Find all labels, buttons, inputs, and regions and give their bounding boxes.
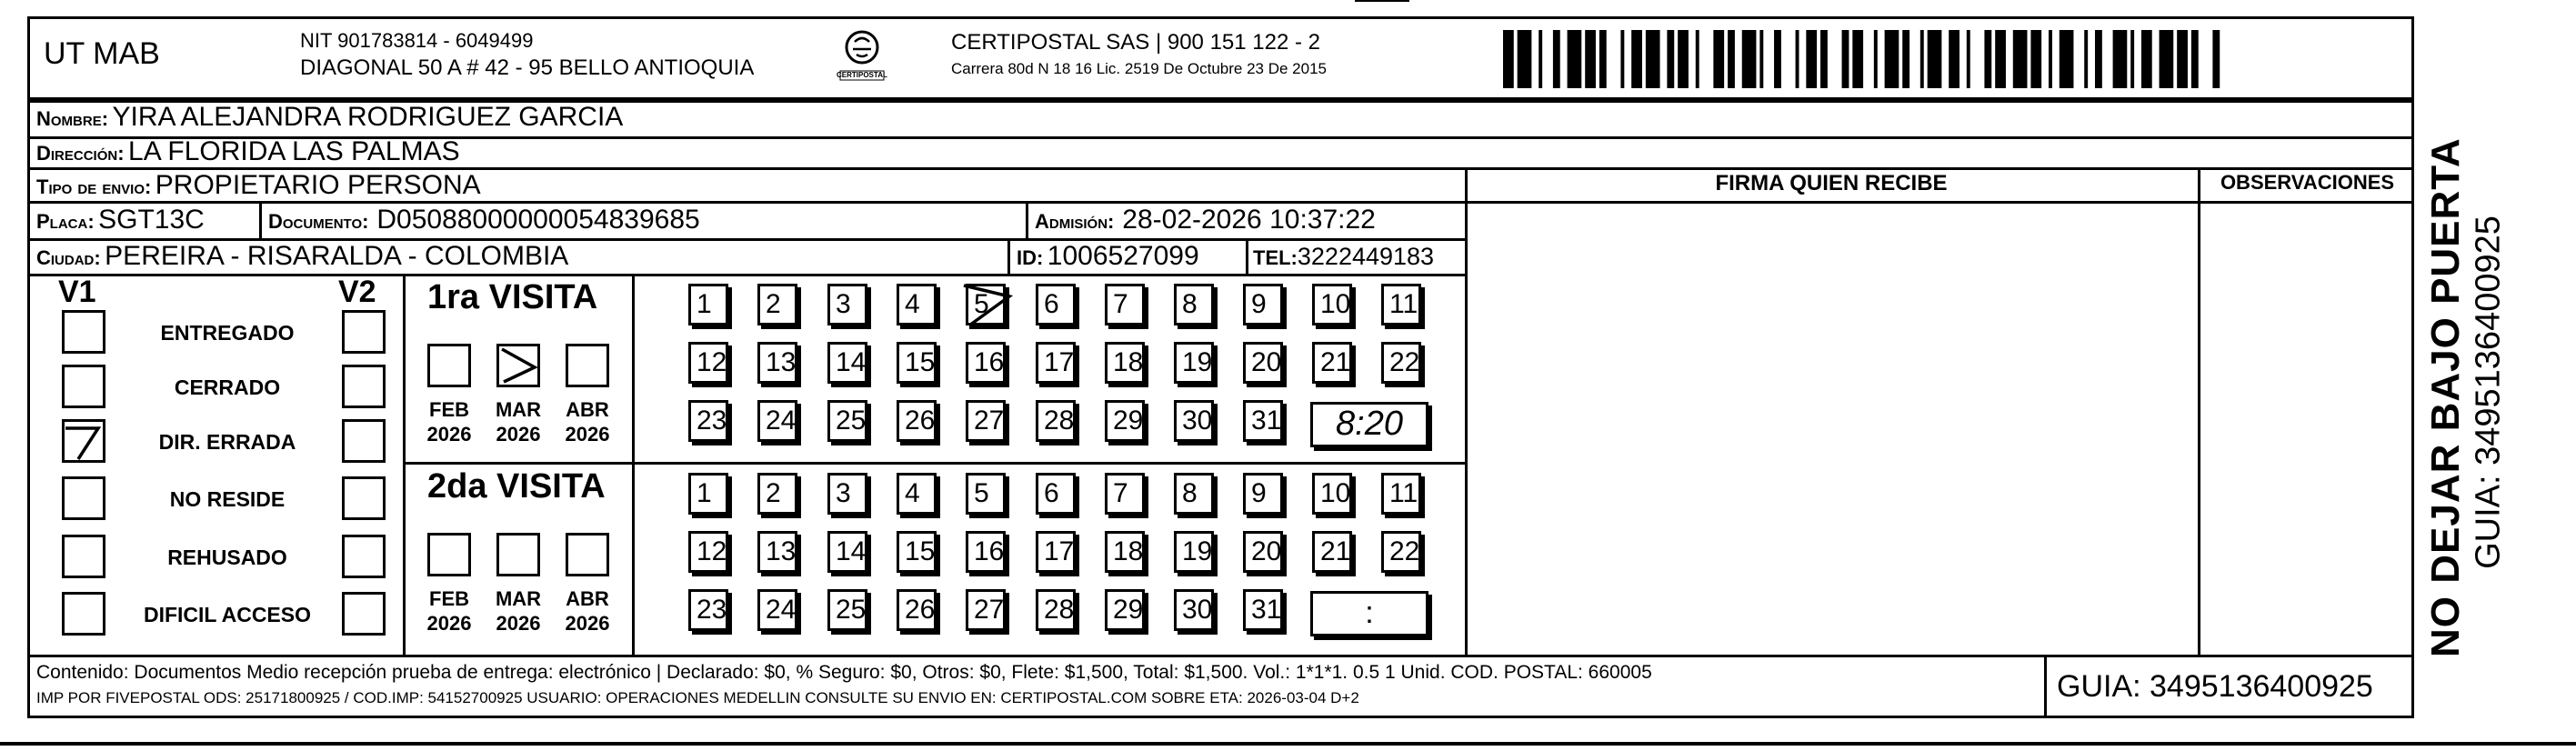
day-box[interactable]: 1: [688, 473, 728, 515]
day-box[interactable]: 26: [897, 400, 937, 442]
name-label: Nombre:: [36, 107, 109, 130]
address-label: Dirección:: [36, 142, 125, 165]
day-box[interactable]: 3: [827, 473, 867, 515]
barcode-bar: [1728, 30, 1735, 88]
id-value: 1006527099: [1047, 241, 1199, 271]
day-box[interactable]: 31: [1243, 589, 1283, 631]
barcode-bar: [2130, 30, 2134, 88]
v2-checkbox[interactable]: [342, 476, 386, 520]
day-box[interactable]: 23: [688, 400, 728, 442]
barcode-bar: [2095, 30, 2102, 88]
day-box[interactable]: 29: [1105, 589, 1145, 631]
barcode-bar: [1742, 30, 1757, 88]
tel-row: [1253, 238, 1434, 274]
day-box[interactable]: 9: [1243, 284, 1283, 325]
status-label: CERRADO: [174, 376, 281, 399]
barcode-bar: [1796, 30, 1799, 88]
day-box[interactable]: 17: [1036, 531, 1076, 573]
month-checkbox[interactable]: [496, 533, 540, 576]
barcode-bar: [1774, 30, 1781, 88]
status-label: DIR. ERRADA: [158, 430, 296, 454]
barcode-bar: [1568, 30, 1582, 88]
v2-checkbox[interactable]: [342, 365, 386, 408]
v1-checkbox[interactable]: [62, 592, 105, 636]
month-year: 2026: [565, 423, 610, 446]
month-year: 2026: [496, 423, 541, 446]
day-box[interactable]: 28: [1036, 400, 1076, 442]
admission-row: [1035, 202, 1376, 238]
recipient-name: YIRA ALEJANDRA RODRIGUEZ GARCIA: [112, 102, 624, 132]
month-label: [486, 397, 550, 446]
barcode-bar: [1553, 30, 1560, 88]
month-label: [417, 397, 481, 446]
time-box[interactable]: 8:20: [1310, 402, 1428, 447]
content-line: Contenido: Documentos Medio recepción prueba de entrega: electrónico | Declarado: $0, % Seguro: $0, Otros: $0, Flete: $1,500, Total: $1,500. Vol.: 1*1*1. 0.5 1 Unid. COD. POSTAL: 660005: [36, 662, 1652, 683]
tel-label: TEL:: [1253, 246, 1298, 269]
day-box[interactable]: 12: [688, 531, 728, 573]
barcode-bar: [1503, 30, 1514, 88]
month-label: [486, 586, 550, 636]
barcode-bar: [2191, 30, 2199, 88]
logo-text: CERTIPOSTAL: [837, 71, 887, 79]
id-label: ID:: [1017, 246, 1044, 269]
barcode-bar: [1759, 30, 1763, 88]
bottom-rule: [0, 742, 2576, 746]
day-box[interactable]: 6: [1036, 473, 1076, 515]
month-name: ABR: [566, 587, 609, 610]
status-label: DIFICIL ACCESO: [143, 603, 311, 626]
month-checkbox[interactable]: [496, 344, 540, 387]
admission-label: Admisión:: [1035, 210, 1115, 233]
day-box[interactable]: 25: [827, 400, 867, 442]
barcode-bar: [2084, 30, 2088, 88]
document-row: [268, 202, 700, 238]
carrier-name: CERTIPOSTAL SAS | 900 151 122 - 2: [951, 30, 1320, 55]
barcode-bar: [1620, 30, 1624, 88]
barcode-bar: [1967, 30, 1970, 88]
v1-checkbox[interactable]: [62, 476, 105, 520]
day-box[interactable]: 15: [897, 531, 937, 573]
signature-label: FIRMA QUIEN RECIBE: [1715, 171, 1948, 195]
barcode-bar: [1984, 30, 1991, 88]
month-name: FEB: [429, 398, 469, 421]
day-box[interactable]: 17: [1036, 342, 1076, 384]
day-box[interactable]: 7: [1105, 473, 1145, 515]
month-checkbox[interactable]: [427, 344, 471, 387]
day-box[interactable]: 4: [897, 473, 937, 515]
sender-name: UT MAB: [44, 36, 160, 71]
day-box[interactable]: 23: [688, 589, 728, 631]
barcode-bar: [1713, 30, 1724, 88]
barcode-bar: [2049, 30, 2052, 88]
day-box[interactable]: 16: [966, 342, 1006, 384]
visit-title: 2da VISITA: [427, 467, 606, 506]
city-value: PEREIRA - RISARALDA - COLOMBIA: [105, 241, 569, 271]
month-label: [556, 397, 619, 446]
address-row: [36, 135, 460, 167]
day-box[interactable]: 1: [688, 284, 728, 325]
month-year: 2026: [496, 612, 541, 635]
day-box[interactable]: 22: [1381, 531, 1421, 573]
side-guia: GUIA: 3495136400925: [2469, 215, 2508, 569]
day-box[interactable]: 13: [757, 531, 797, 573]
day-box[interactable]: 3: [827, 284, 867, 325]
day-box[interactable]: 2: [757, 473, 797, 515]
barcode-bar: [2177, 30, 2188, 88]
status-label: REHUSADO: [167, 546, 287, 569]
day-box[interactable]: 30: [1174, 589, 1214, 631]
day-box[interactable]: 26: [897, 589, 937, 631]
v2-checkbox[interactable]: [342, 419, 386, 463]
month-year: 2026: [426, 423, 472, 446]
barcode-bar: [1646, 30, 1660, 88]
month-name: MAR: [495, 587, 542, 610]
time-box[interactable]: :: [1310, 591, 1428, 636]
barcode-bar: [1920, 30, 1924, 88]
barcode-bar: [1852, 30, 1863, 88]
month-year: 2026: [565, 612, 610, 635]
barcode-bar: [1949, 30, 1960, 88]
observations-area: [2200, 204, 2414, 655]
barcode-bar: [2160, 30, 2174, 88]
day-box[interactable]: 20: [1243, 531, 1283, 573]
barcode-bar: [1820, 30, 1828, 88]
day-box[interactable]: 8: [1174, 284, 1214, 325]
barcode-bar: [1995, 30, 2006, 88]
day-box[interactable]: 10: [1312, 284, 1352, 325]
status-label: NO RESIDE: [169, 487, 286, 511]
day-box[interactable]: 31: [1243, 400, 1283, 442]
v1-checkbox[interactable]: [62, 310, 105, 354]
day-box[interactable]: 11: [1381, 284, 1421, 325]
barcode-bar: [2141, 30, 2152, 88]
day-box[interactable]: 24: [757, 400, 797, 442]
type-label: Tipo de envio:: [36, 175, 152, 198]
day-box[interactable]: 18: [1105, 531, 1145, 573]
document-label: Documento:: [268, 210, 369, 233]
admission-value: 28-02-2026 10:37:22: [1122, 205, 1376, 235]
plate-label: Placa:: [36, 210, 95, 233]
day-box[interactable]: 16: [966, 531, 1006, 573]
day-mark-icon: [960, 278, 1015, 334]
signature-area: [1468, 204, 2198, 655]
barcode-bar: [1585, 30, 1596, 88]
day-box[interactable]: 18: [1105, 342, 1145, 384]
v2-label: V2: [338, 275, 376, 309]
day-box[interactable]: 29: [1105, 400, 1145, 442]
plate-row: [36, 202, 205, 238]
plate-value: SGT13C: [98, 205, 205, 235]
month-year: 2026: [426, 612, 472, 635]
tel-value: 3222449183: [1297, 243, 1435, 270]
day-box[interactable]: 14: [827, 342, 867, 384]
barcode-bar: [1631, 30, 1642, 88]
carrier-address: Carrera 80d N 18 16 Lic. 2519 De Octubre 23 De 2015: [951, 60, 1327, 77]
barcode-bar: [1902, 30, 1909, 88]
barcode: [1503, 30, 2230, 88]
barcode-bar: [1874, 30, 1878, 88]
barcode-bar: [2113, 30, 2128, 88]
month-name: ABR: [566, 398, 609, 421]
imp-line: IMP POR FIVEPOSTAL ODS: 25171800925 / COD.IMP: 54152700925 USUARIO: OPERACIONES MEDELLIN CONSULTE SU ENVIO EN: CERTIPOSTAL.COM SOBRE ETA: 2026-03-04 D+2: [36, 689, 1359, 706]
type-row: [36, 167, 481, 201]
visit-title: 1ra VISITA: [427, 278, 598, 316]
barcode-bar: [1678, 30, 1689, 88]
barcode-bar: [2212, 30, 2220, 88]
barcode-bar: [1518, 30, 1532, 88]
barcode-bar: [1806, 30, 1817, 88]
v2-checkbox[interactable]: [342, 592, 386, 636]
day-box[interactable]: 30: [1174, 400, 1214, 442]
v1-label: V1: [58, 275, 96, 309]
barcode-bar: [1599, 30, 1607, 88]
month-checkbox[interactable]: [427, 533, 471, 576]
day-box[interactable]: 8: [1174, 473, 1214, 515]
footer-guia: GUIA: 3495136400925: [2057, 669, 2373, 704]
barcode-bar: [2013, 30, 2028, 88]
top-mark: [1355, 0, 1409, 2]
observations-label: OBSERVACIONES: [2220, 171, 2395, 194]
day-box[interactable]: 12: [688, 342, 728, 384]
barcode-bar: [1667, 30, 1674, 88]
month-name: MAR: [495, 398, 542, 421]
day-box[interactable]: 9: [1243, 473, 1283, 515]
shipment-type: PROPIETARIO PERSONA: [155, 170, 481, 200]
day-box[interactable]: 7: [1105, 284, 1145, 325]
month-label: [417, 586, 481, 636]
day-box[interactable]: 22: [1381, 342, 1421, 384]
v1-checkbox[interactable]: [62, 535, 105, 578]
day-box[interactable]: 5: [966, 473, 1006, 515]
city-label: Ciudad:: [36, 246, 101, 269]
day-box[interactable]: 5: [966, 284, 1006, 325]
month-checkbox[interactable]: [566, 344, 609, 387]
recipient-address: LA FLORIDA LAS PALMAS: [128, 136, 460, 166]
day-box[interactable]: 21: [1312, 342, 1352, 384]
day-box[interactable]: 6: [1036, 284, 1076, 325]
barcode-bar: [1539, 30, 1542, 88]
day-box[interactable]: 2: [757, 284, 797, 325]
day-box[interactable]: 15: [897, 342, 937, 384]
id-row: [1017, 238, 1199, 274]
barcode-bar: [1696, 30, 1699, 88]
v2-checkbox[interactable]: [342, 310, 386, 354]
day-box[interactable]: 25: [827, 589, 867, 631]
day-box[interactable]: 27: [966, 589, 1006, 631]
day-box[interactable]: 11: [1381, 473, 1421, 515]
sender-address: DIAGONAL 50 A # 42 - 95 BELLO ANTIOQUIA: [300, 55, 755, 80]
v1-checkbox[interactable]: [62, 419, 105, 463]
barcode-bar: [1885, 30, 1899, 88]
barcode-bar: [2030, 30, 2041, 88]
day-box[interactable]: 4: [897, 284, 937, 325]
month-label: [556, 586, 619, 636]
day-box[interactable]: 19: [1174, 342, 1214, 384]
sender-nit: NIT 901783814 - 6049499: [300, 29, 534, 52]
v1-checkbox[interactable]: [62, 365, 105, 408]
barcode-bar: [1928, 30, 1942, 88]
day-box[interactable]: 24: [757, 589, 797, 631]
barcode-bar: [1842, 30, 1849, 88]
month-checkbox[interactable]: [566, 533, 609, 576]
day-box[interactable]: 27: [966, 400, 1006, 442]
day-box[interactable]: 13: [757, 342, 797, 384]
day-box[interactable]: 21: [1312, 531, 1352, 573]
city-row: [36, 238, 568, 274]
day-box[interactable]: 20: [1243, 342, 1283, 384]
day-box[interactable]: 14: [827, 531, 867, 573]
status-label: ENTREGADO: [160, 321, 295, 345]
day-box[interactable]: 28: [1036, 589, 1076, 631]
name-row: [36, 98, 623, 135]
document-value: D05088000000054839685: [376, 205, 700, 235]
day-box[interactable]: 19: [1174, 531, 1214, 573]
day-box[interactable]: 10: [1312, 473, 1352, 515]
month-name: FEB: [429, 587, 469, 610]
side-warning: NO DEJAR BAJO PUERTA: [2423, 137, 2468, 657]
v2-checkbox[interactable]: [342, 535, 386, 578]
barcode-bar: [2060, 30, 2074, 88]
